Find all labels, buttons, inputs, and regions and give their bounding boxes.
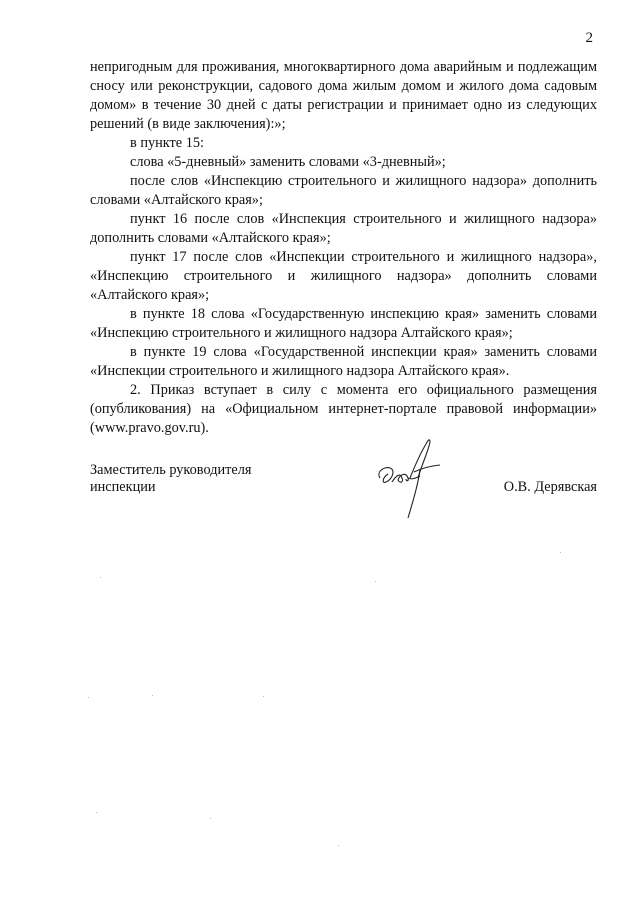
scan-speck xyxy=(338,845,339,846)
paragraph: в пункте 19 слова «Государственной инспекции края» заменить словами «Инспекции строительного и жилищного надзора Алтайского края». xyxy=(90,344,597,379)
scan-speck xyxy=(96,812,97,813)
scan-speck xyxy=(375,581,376,582)
signatory-name: О.В. Дерявская xyxy=(503,479,597,495)
page-number: 2 xyxy=(585,30,593,46)
handwritten-signature xyxy=(370,432,450,522)
paragraph: пункт 17 после слов «Инспекции строительного и жилищного надзора», «Инспекцию строительного и жилищного надзора» дополнить словами «Алтайского края»; xyxy=(90,249,597,303)
paragraph: пункт 16 после слов «Инспекция строительного и жилищного надзора» дополнить словами «Алтайского края»; xyxy=(90,211,597,246)
scan-speck xyxy=(152,695,153,696)
paragraph: 2. Приказ вступает в силу с момента его официального размещения (опубликования) на «Официальном интернет-портале правовой информации» (www.pravo.gov.ru). xyxy=(90,382,597,436)
document-body xyxy=(90,58,597,438)
scan-speck xyxy=(210,818,211,819)
scan-speck xyxy=(88,697,89,698)
signatory-position xyxy=(90,462,251,496)
signature-block xyxy=(90,462,597,532)
paragraph: в пункте 15: xyxy=(130,135,204,151)
paragraph: в пункте 18 слова «Государственную инспекцию края» заменить словами «Инспекцию строительного и жилищного надзора Алтайского края»; xyxy=(90,306,597,341)
signatory-position-line: Заместитель руководителя xyxy=(90,462,252,478)
scan-speck xyxy=(100,577,101,578)
scan-speck xyxy=(263,696,264,697)
paragraph: непригодным для проживания, многоквартирного дома аварийным и подлежащим сносу или реконструкции, садового дома жилым домом и жилого дома садовым домом» в течение 30 дней с даты регистрации и принимает одно из следующих решений (в виде заключения):»; xyxy=(90,59,597,132)
paragraph: после слов «Инспекцию строительного и жилищного надзора» дополнить словами «Алтайского края»; xyxy=(90,173,597,208)
scan-speck xyxy=(560,552,561,553)
signatory-position-line: инспекции xyxy=(90,479,156,495)
paragraph: слова «5-дневный» заменить словами «3-дневный»; xyxy=(130,154,446,170)
